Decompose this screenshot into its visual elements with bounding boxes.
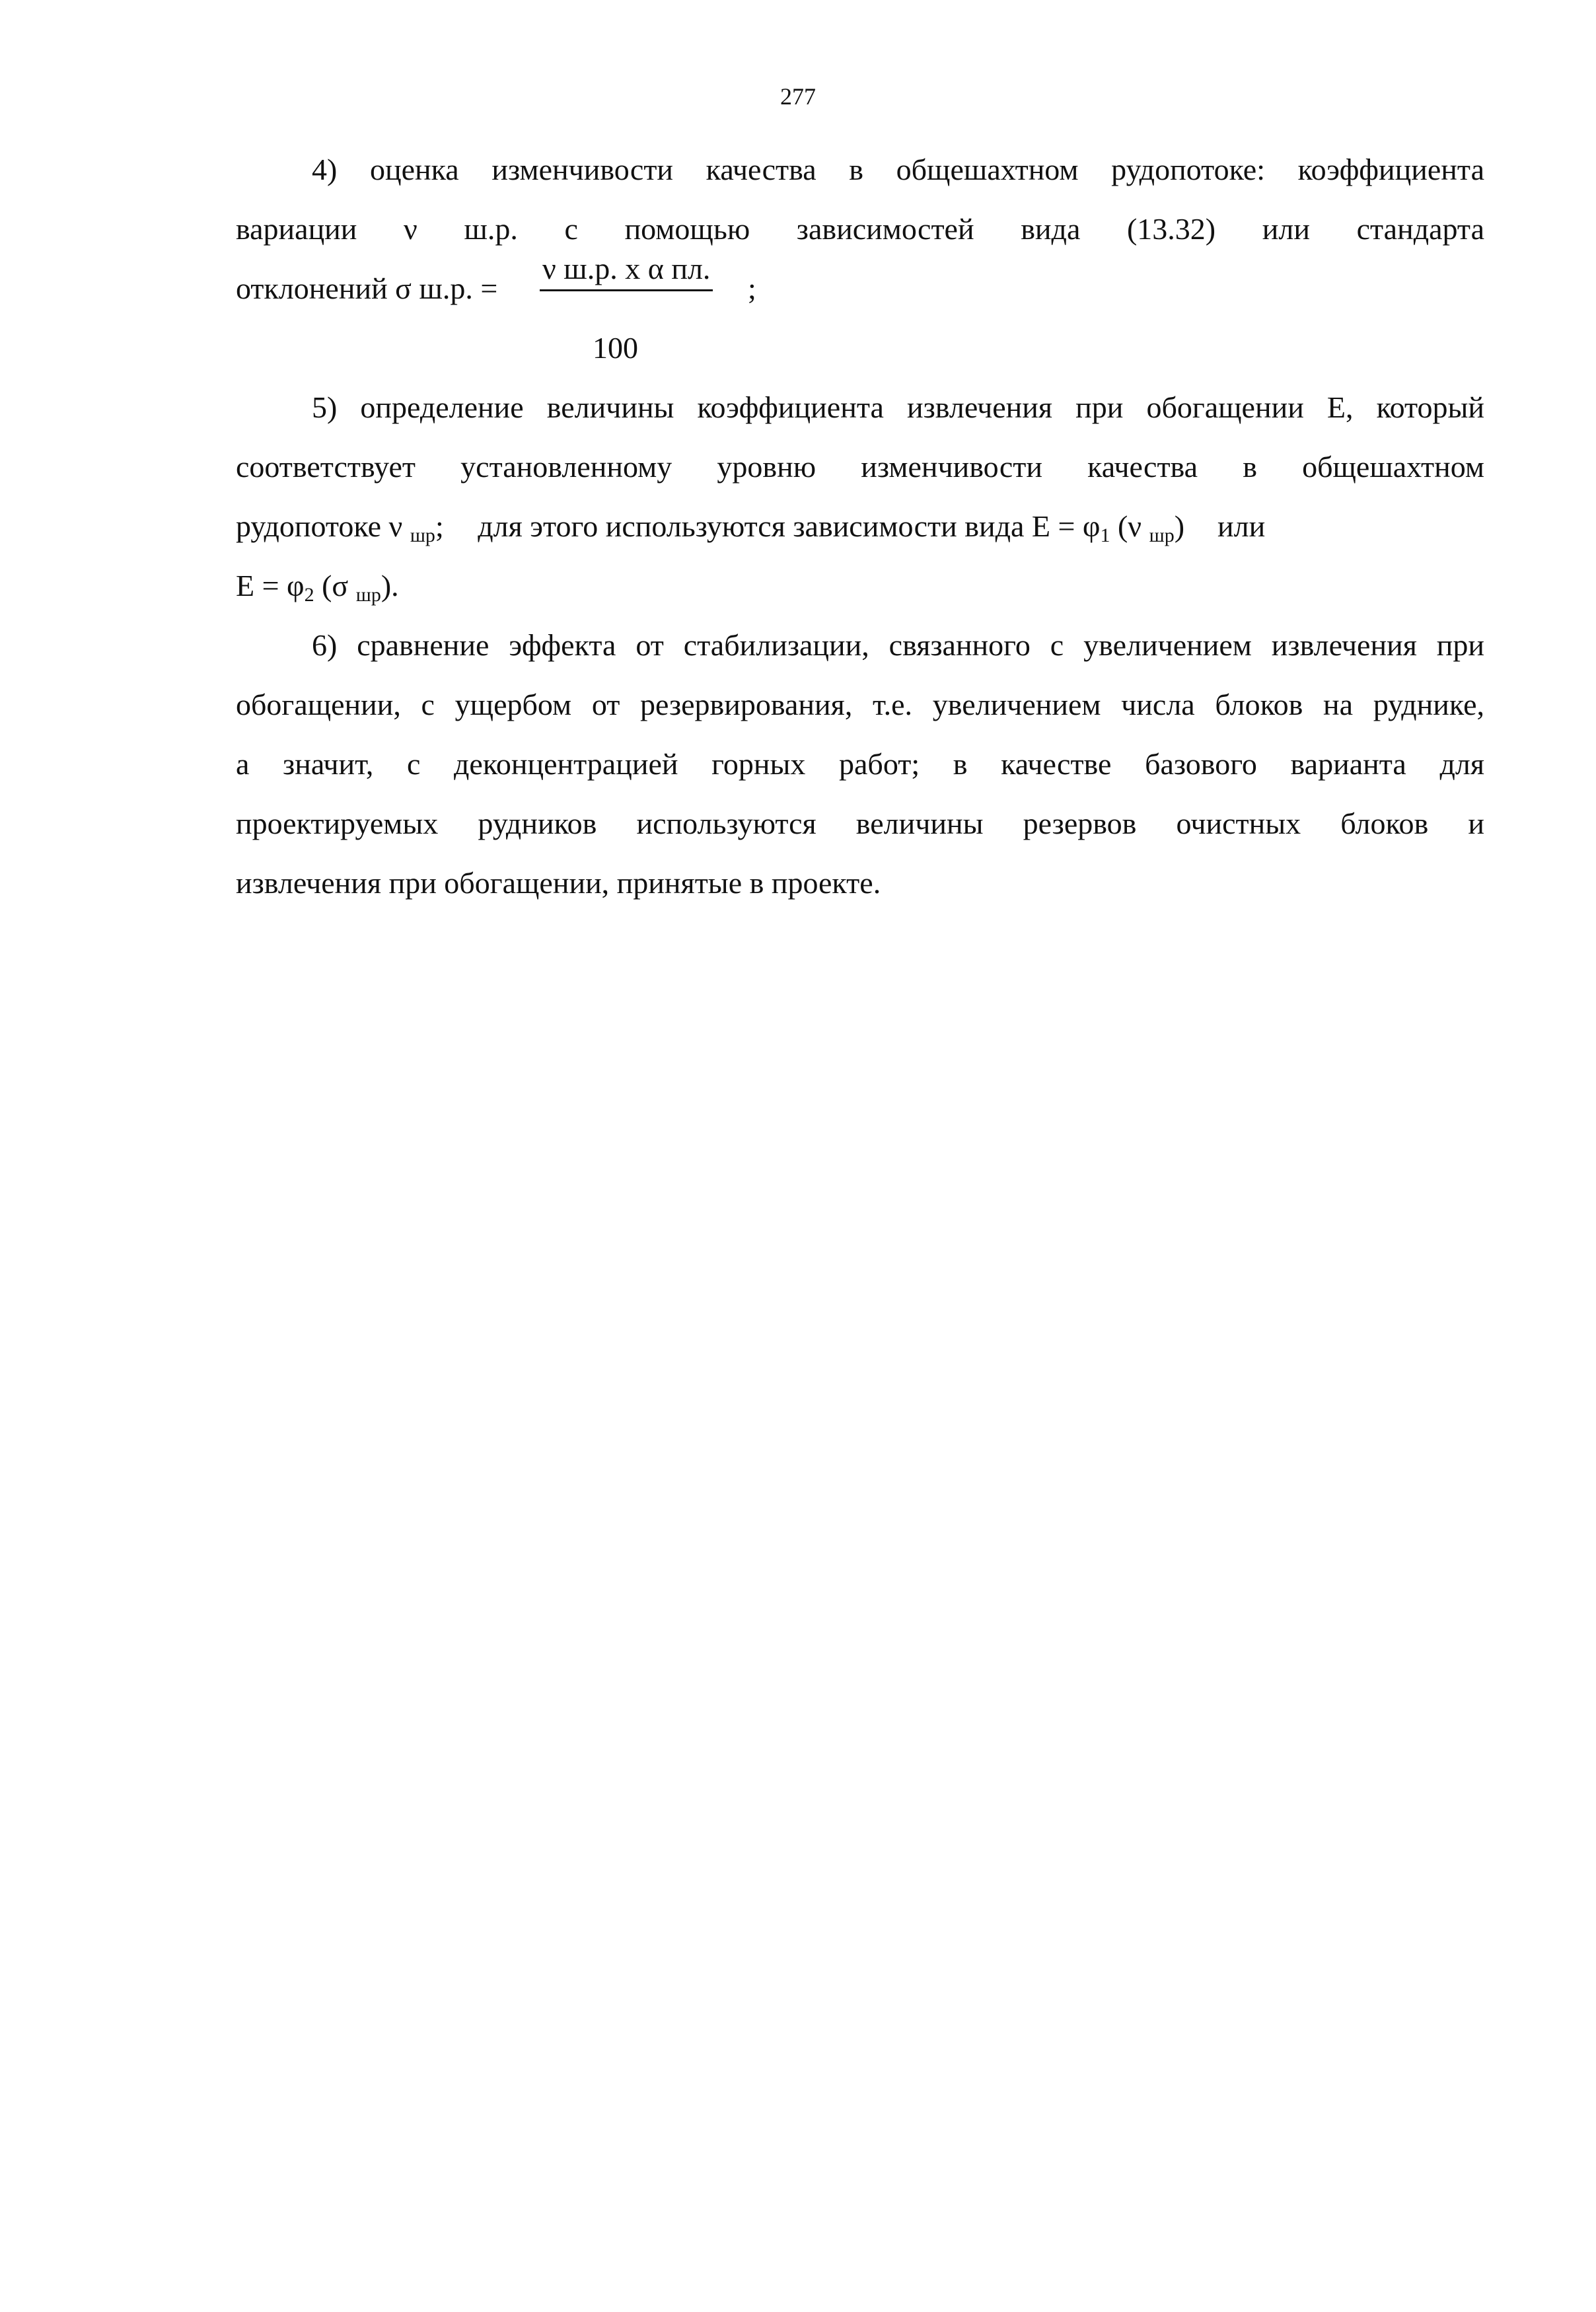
item4-formula (236, 252, 1484, 318)
item6-line3: а значит, с деконцентрацией горных работ; в качестве базового варианта для (236, 747, 1484, 781)
item4-line2: вариации ν ш.р. с помощью зависимостей вида (13.32) или стандарта (236, 212, 1484, 246)
item4-line1: 4) оценка изменчивости качества в общешахтном рудопотоке: коэффициента (312, 153, 1484, 186)
page-number: 277 (780, 83, 816, 110)
item5-line1: 5) определение величины коэффициента извлечения при обогащении Е, который (312, 390, 1484, 424)
formula-numerator: ν ш.р. х α пл. (540, 248, 713, 291)
formula-lhs: отклонений σ ш.р. = (236, 271, 498, 305)
item5-line2: соответствует установленному уровню изменчивости качества в общешахтном (236, 450, 1484, 484)
item5-line4: $Е = \varphi_2$ (σ $_{шр}$). (236, 569, 399, 606)
formula-semicolon: ; (748, 271, 756, 305)
item6-line5: извлечения при обогащении, принятые в проекте. (236, 866, 881, 900)
item6-line4: проектируемых рудников используются величины резервов очистных блоков и (236, 807, 1484, 840)
formula-denominator: 100 (593, 331, 638, 365)
item6-line1: 6) сравнение эффекта от стабилизации, связанного с увеличением извлечения при (312, 628, 1484, 662)
item6-line2: обогащении, с ущербом от резервирования, т.е. увеличением числа блоков на руднике, (236, 688, 1484, 721)
document-body (236, 140, 1484, 913)
item5-line3: рудопотоке ν $_{шр}$; для этого используются зависимости вида $Е = \varphi_1$ (ν $_{шр}$) или (236, 509, 1266, 546)
